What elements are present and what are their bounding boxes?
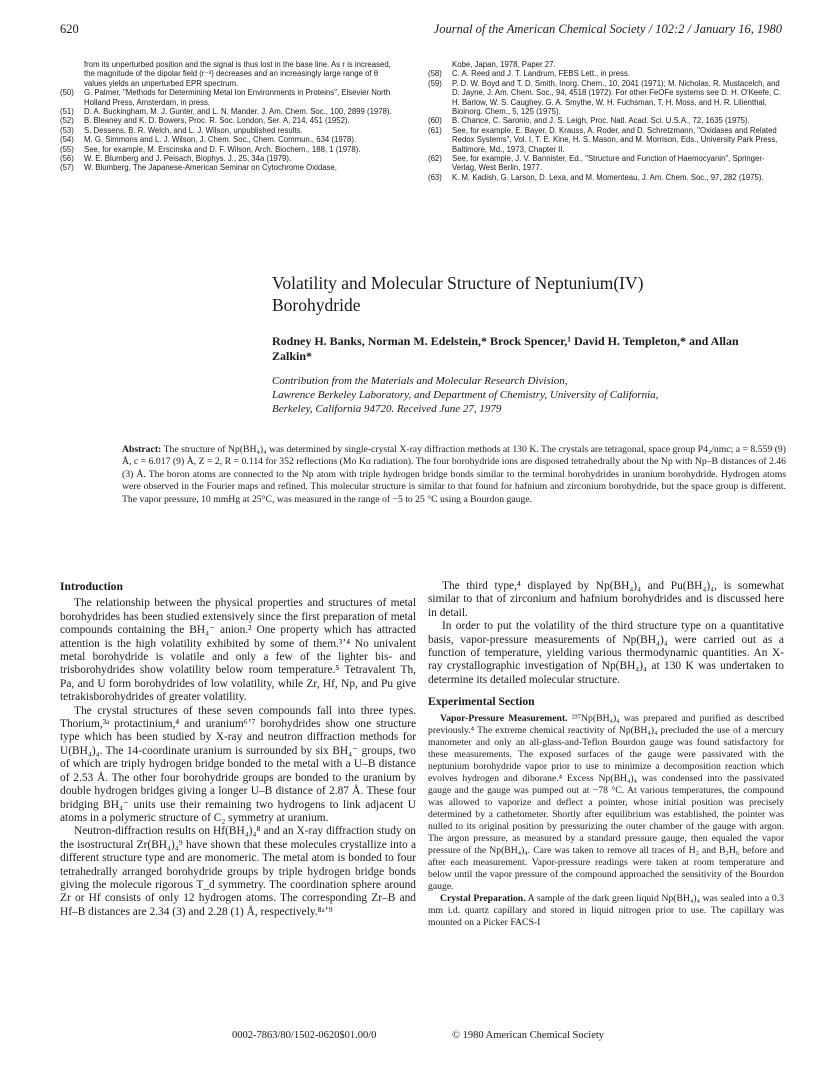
affiliation-line: Contribution from the Materials and Molecular Research Division, xyxy=(272,375,568,387)
reference-item: (60) B. Chance, C. Saronio, and J. S. Leigh, Proc. Natl. Acad. Sci. U.S.A., 72, 1635 (1975). xyxy=(428,116,750,126)
reference-item: (53) S. Dessens, B. R. Welch, and L. J. Wilson, unpublished results. xyxy=(60,125,303,135)
paragraph: The third type,⁴ displayed by Np(BH₄)₄ and Pu(BH₄)₄, is somewhat similar to that of zirconium and hafnium borohydrides and is discussed here in detail. xyxy=(428,580,784,619)
references-left-column xyxy=(60,60,398,173)
reference-item: (59) P. D. W. Boyd and T. D. Smith, Inorg. Chem., 10, 2041 (1971); M. Nicholas, R. Mustacelch, and D. Jayne, J. Am. Chem. Soc., 94, 4518 (1972). For other FeOFe systems see D. H. O'Keefe, C. H. Barlow, W. S. Caughey, G. A. Smythe, W. H. Fuchsman, T. H. Moss, and H. R. Lilienthal, Bioinorg. Chem., 5, 125 (1975). xyxy=(428,78,782,117)
section-heading-experimental: Experimental Section xyxy=(428,695,535,709)
page-number: 620 xyxy=(60,22,79,36)
paragraph: The relationship between the physical properties and structures of metal borohydrides has been studied extensively since the first preparation of metal compounds containing the BH₄⁻ anion.² One property which has attracted attention is the high volatility exhibited by some of them.³ʼ⁴ No univalent metal borohydride is volatile and only a few of the lighter bis- and trisborohydrides show volatility below room temperature.⁵ Tetravalent Th, Pa, and U form borohydrides of low volatility, while Zr, Hf, Np, and Pu give tetrakisborohydrides of greater volatility. xyxy=(60,597,416,704)
body-left-column xyxy=(60,580,416,919)
references-right-column xyxy=(428,60,784,182)
section-heading-introduction: Introduction xyxy=(60,580,123,593)
copyright: © 1980 American Chemical Society xyxy=(452,1030,605,1041)
reference-item: (50) G. Palmer, "Methods for Determining Metal Ion Environments in Proteins", Elsevier North Holland Press, Amsterdam, in press. xyxy=(60,88,391,107)
reference-item: (63) K. M. Kadish, G. Larson, D. Lexa, and M. Momenteau, J. Am. Chem. Soc., 97, 282 (1975). xyxy=(428,172,764,182)
reference-item: (57) W. Blumberg, The Japanese-American Seminar on Cytochrome Oxidase, xyxy=(60,163,337,173)
reference-item: (52) B. Bleaney and K. D. Bowers, Proc. R. Soc. London, Ser. A, 214, 451 (1952). xyxy=(60,116,350,126)
reference-item: from its unperturbed position and the signal is thus lost in the base line. As r is increased, the magnitude of the dipolar field (r⁻³) decreases and an increasingly large range of θ values yields an unperturbed EPR spectrum. xyxy=(84,60,391,88)
paragraph: Crystal Preparation. A sample of the dark green liquid Np(BH₄)₄ was sealed into a 0.3 mm i.d. quartz capillary and stored in liquid nitrogen prior to use. The capillary was mounted on a Picker FACS-I xyxy=(428,892,784,928)
title-line: Volatility and Molecular Structure of Neptunium(IV) xyxy=(272,273,644,293)
reference-item: (62) See, for example, J. V. Bannister, Ed., "Structure and Function of Haemocyanin", Springer-Verlag, West Berlin, 1977. xyxy=(428,154,765,173)
abstract-label: Abstract: xyxy=(122,444,162,455)
reference-item: (56) W. E. Blumberg and J. Peisach, Biophys. J., 25, 34a (1979). xyxy=(60,154,292,164)
run-in-heading: Vapor-Pressure Measurement. xyxy=(440,712,568,724)
author-list: Rodney H. Banks, Norman M. Edelstein,* Brock Spencer,¹ David H. Templeton,* and Allan Zalkin* xyxy=(272,334,739,363)
affiliation-line: Berkeley, California 94720. Received June 27, 1979 xyxy=(272,403,502,415)
running-header xyxy=(0,22,820,38)
article-title xyxy=(272,272,772,316)
paragraph: Neutron-diffraction results on Hf(BH₄)₄⁸ and an X-ray diffraction study on the isostructural Zr(BH₄)₄⁹ have shown that these molecules crystallize into a different structure type and are monomeric. The metal atom is bonded to four tetrahedrally arranged borohydride groups by triple hydrogen bridge bonds giving the molecule rigorous T_d symmetry. The coordination sphere around Zr or Hf consists of only 12 hydrogen atoms. The corresponding Zr–B and Hf–B distances are 2.34 (3) and 2.28 (1) Å, respectively.⁸ᵃʼ⁹ xyxy=(60,825,416,918)
body-right-column xyxy=(428,580,784,929)
experimental-text xyxy=(428,713,784,929)
reference-item: (55) See, for example, M. Erscinska and D. F. Wilson, Arch. Biochem., 188, 1 (1978). xyxy=(60,144,361,154)
affiliation xyxy=(272,374,812,416)
paragraph: Vapor-Pressure Measurement. ²³⁷Np(BH₄)₄ was prepared and purified as described previously.⁴ The extreme chemical reactivity of Np(BH₄)₄ precluded the use of a mercury manometer and only an all-glass-and-Teflon Bourdon gauge was found satisfactory for these measurements. The exposed surfaces of the gauge were passivated with the neptunium borohydride vapor prior to use to minimize a decomposition reaction which evolves hydrogen and diborane.⁴ Excess Np(BH₄)₄ was condensed into the passivated gauge and the gauge was pumped out at −78 °C. At various temperatures, the compound was allowed to vaporize and deflect a pointer, whose initial position was precisely determined by a cathetometer. Shortly after equilibrium was established, the pointer was nulled to its original position by pressurizing the outer chamber of the gauge with argon. The argon pressure, as measured by a standard pressure gauge, then equaled the vapor pressure of the Np(BH₄)₄. Care was taken to remove all traces of H₂ and B₂H₆ before and after each measurement. Vapor-pressure readings were taken at room temperature and below until the vapor pressure of the compound approached the sensitivity of the Bourdon gauge. xyxy=(428,712,784,892)
run-in-heading: Crystal Preparation. xyxy=(440,892,526,904)
article-code: 0002-7863/80/1502-0620$01.00/0 xyxy=(232,1030,377,1041)
journal-citation: Journal of the American Chemical Society / 102:2 / January 16, 1980 xyxy=(433,22,782,36)
abstract-text: The structure of Np(BH₄)₄ was determined by single-crystal X-ray diffraction methods at 130 K. The crystals are tetragonal, space group P4₂/nmc; a = 8.559 (9) Å, c = 6.017 (9) Å, Z = 2, R = 0.114 for 352 reflections (Mo Kα radiation). The four borohydride ions are disposed tetrahedrally about the Np with Np–B distances of 2.46 (3) Å. The boron atoms are connected to the Np atom with triple hydrogen bridge bonds similar to the terminal borohydrides in uranium borohydride. Hydrogen atoms were observed in the Fourier maps and refined. This molecular structure is similar to that found for hafnium and zirconium borohydride, but the space group is different. The vapor pressure, 10 mmHg at 25°C, was measured in the range of −5 to 25 °C using a Bourdon gauge. xyxy=(122,444,786,505)
paragraph: The crystal structures of these seven compounds fall into three types. Thorium,³ᵃ protactinium,⁴ and uranium⁶ʼ⁷ borohydrides show one structure type which has been studied by X-ray and neutron diffraction methods for U(BH₄)₄. The 14-coordinate uranium is surrounded by six BH₄⁻ groups, two of which are triply hydrogen bridge bonded to the metal with a U–B distance of 2.53 Å. The other four borohydride groups are bonded to the uranium by double hydrogen bridges giving a longer U–B distance of 2.87 Å. These four bridging BH₄⁻ units use their remaining two hydrogens to link adjacent U atoms in a polymeric structure of C₂ symmetry at uranium. xyxy=(60,704,416,824)
title-line: Borohydride xyxy=(272,295,361,315)
reference-item: (58) C. A. Reed and J. T. Landrum, FEBS Lett., in press. xyxy=(428,69,630,79)
reference-item: (61) See, for example, E. Bayer, D. Krauss, A. Roder, and D. Schretzmann, "Oxidases and Related Redox Systems", Vol. I, T. E. Kine, H. S. Mason, and M. Morrison, Eds., University Park Press, Baltimore, Md., 1973, Chapter II. xyxy=(428,125,778,154)
affiliation-line: Lawrence Berkeley Laboratory, and Department of Chemistry, University of California, xyxy=(272,389,659,401)
reference-item: (51) D. A. Buckingham, M. J. Gunter, and L. N. Mander, J. Am. Chem. Soc., 100, 2899 (1978). xyxy=(60,107,392,117)
abstract xyxy=(122,444,786,506)
reference-item: (54) M. G. Simmons and L. J. Wilson, J. Chem. Soc., Chem. Commun., 634 (1978). xyxy=(60,135,357,145)
reference-item: Kobe, Japan, 1978, Paper 27. xyxy=(452,60,556,69)
paragraph: In order to put the volatility of the third structure type on a quantitative basis, vapor-pressure measurements of Np(BH₄)₄ were carried out as a function of temperature, yielding various thermodynamic quantities. An X-ray crystallographic investigation of Np(BH₄)₄ at 130 K was undertaken to determine its detailed molecular structure. xyxy=(428,620,784,686)
